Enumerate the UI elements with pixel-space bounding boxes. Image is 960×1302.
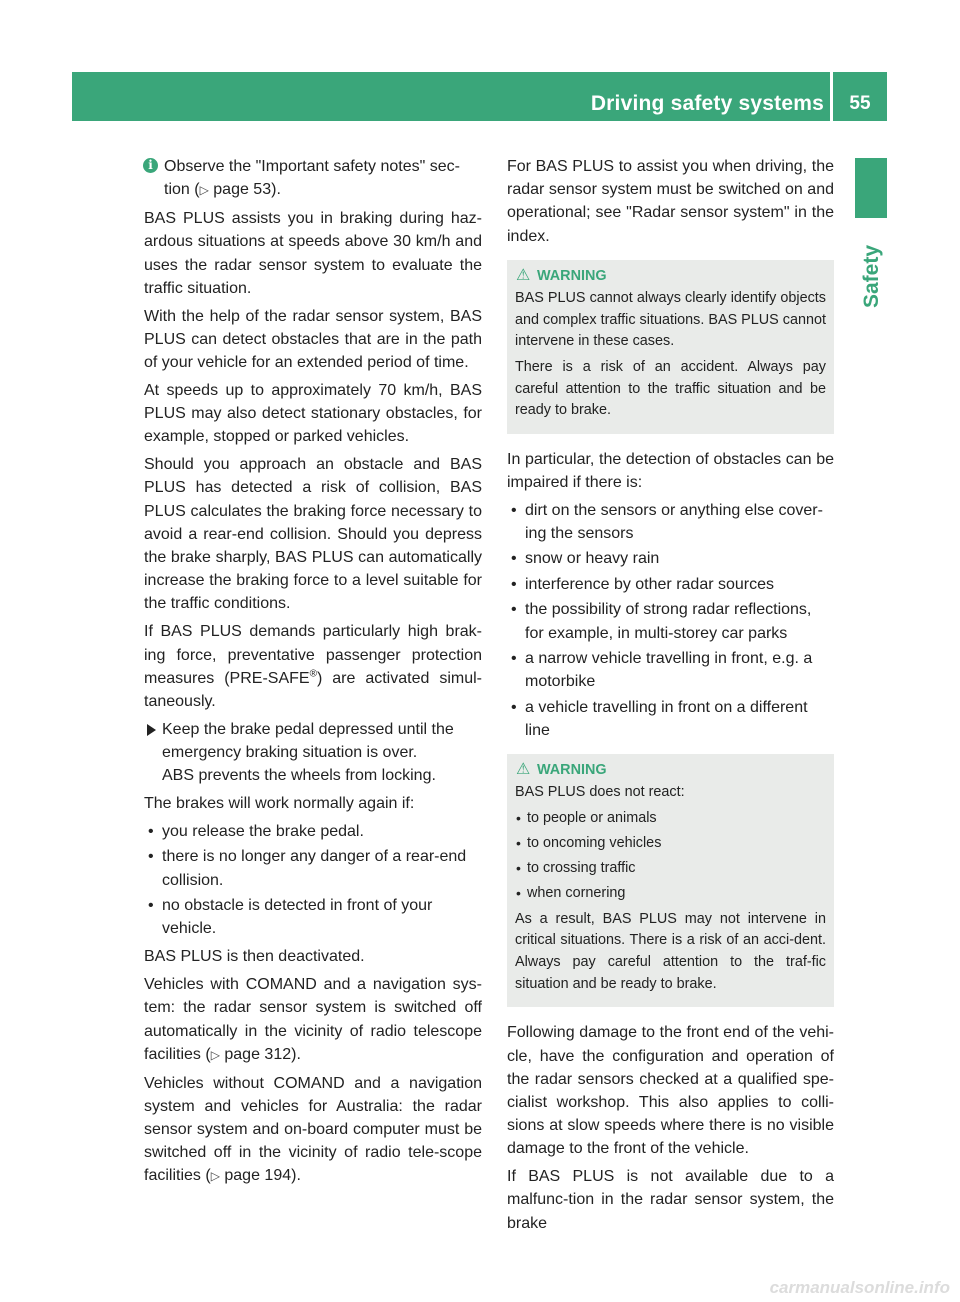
warning-text: As a result, BAS PLUS may not intervene in critical situations. There is a risk of an acci-dent. Always pay careful attention to the traf-fic situation and be ready to brake. bbox=[515, 910, 826, 993]
side-tab-block bbox=[855, 158, 887, 218]
warning-text: There is a risk of an accident. Always pay careful attention to the traffic situation and be ready to brake. bbox=[515, 358, 826, 419]
right-column bbox=[507, 155, 834, 1240]
list-item-text: you release the brake pedal. bbox=[162, 822, 364, 840]
list-item: • a narrow vehicle travelling in front, e.g. a motorbike bbox=[511, 650, 813, 691]
list-item: • the possibility of strong radar reflections, for example, in multi-storey car parks bbox=[511, 601, 812, 642]
page-ref-link[interactable]: page 312 bbox=[224, 1045, 292, 1063]
paragraph-suffix: ). bbox=[291, 1167, 301, 1185]
bullet-list bbox=[507, 499, 834, 743]
paragraph-text: Vehicles with COMAND and a navigation sys-tem: the radar sensor system is switched off automatically in the vicinity of radio telescope facilities ( bbox=[144, 976, 482, 1063]
warning-text: BAS PLUS cannot always clearly identify objects and complex traffic situations. BAS PLUS cannot intervene in these cases. bbox=[515, 289, 826, 350]
warning-text: BAS PLUS does not react: bbox=[515, 784, 685, 801]
warning-box bbox=[507, 260, 834, 434]
info-text: Observe the "Important safety notes" sec-tion ( bbox=[164, 158, 460, 199]
left-column bbox=[144, 155, 482, 1193]
action-result: ABS prevents the wheels from locking. bbox=[162, 767, 436, 785]
triangle-right-icon: ▷ bbox=[199, 183, 209, 198]
warning-list-item: • to oncoming vehicles bbox=[516, 834, 662, 851]
page-number: 55 bbox=[849, 93, 871, 114]
warning-heading-text: WARNING bbox=[537, 267, 607, 284]
paragraph: Following damage to the front end of the vehi-cle, have the configuration and operation of the radar sensors checked at a qualified spe-cialist workshop. This also applies to colli-sions at slow speeds where there is no visible damage to the front of the vehicle. bbox=[507, 1024, 834, 1158]
paragraph: With the help of the radar sensor system, BAS PLUS can detect obstacles that are in the path of your vehicle for an extended period of time. bbox=[144, 307, 482, 371]
list-item-text: to crossing traffic bbox=[527, 860, 636, 877]
paragraph bbox=[144, 1072, 482, 1189]
paragraph bbox=[144, 620, 482, 713]
list-item: • a vehicle travelling in front on a different line bbox=[511, 698, 808, 739]
paragraph-text: Vehicles without COMAND and a navigation system and vehicles for Australia: the radar sensor system and on-board computer must be switched off in the vicinity of radio tele-scope facilities ( bbox=[144, 1074, 482, 1185]
info-icon: i bbox=[143, 158, 158, 173]
section-title: Driving safety systems bbox=[590, 92, 824, 115]
bullet-list bbox=[144, 820, 482, 941]
triangle-right-icon: ▷ bbox=[210, 1047, 220, 1062]
info-note bbox=[144, 155, 482, 202]
warning-list-item: • to people or animals bbox=[516, 809, 657, 826]
list-item-text: interference by other radar sources bbox=[525, 575, 775, 593]
page-ref-link[interactable]: page 53 bbox=[213, 181, 272, 199]
list-item-text: to people or animals bbox=[527, 809, 657, 826]
page-ref-link[interactable]: page 194 bbox=[224, 1167, 292, 1185]
paragraph-suffix: ). bbox=[291, 1045, 301, 1063]
warning-triangle-icon: ⚠ bbox=[516, 761, 531, 779]
list-item-text: there is no longer any danger of a rear-end collision. bbox=[162, 848, 467, 889]
warning-heading bbox=[515, 266, 826, 286]
warning-triangle-icon: ⚠ bbox=[516, 266, 531, 284]
info-suffix: ). bbox=[271, 181, 281, 199]
triangle-right-icon: ▷ bbox=[210, 1169, 220, 1184]
list-item-text: snow or heavy rain bbox=[525, 550, 660, 568]
list-item-text: no obstacle is detected in front of your vehicle. bbox=[162, 897, 433, 938]
warning-heading bbox=[515, 760, 826, 780]
list-item-text: when cornering bbox=[527, 885, 626, 902]
list-item: • no obstacle is detected in front of your vehicle. bbox=[148, 897, 433, 938]
watermark-text: carmanualsonline.info bbox=[769, 1278, 950, 1297]
list-item-text: dirt on the sensors or anything else cover-ing the sensors bbox=[525, 501, 823, 542]
paragraph-text: ) are activated simul-taneously. bbox=[144, 669, 482, 710]
registered-mark: ® bbox=[309, 668, 317, 680]
side-tab-label: Safety bbox=[860, 244, 883, 308]
paragraph: If BAS PLUS is not available due to a malfunc-tion in the radar sensor system, the brake bbox=[507, 1168, 834, 1232]
list-item-text: to oncoming vehicles bbox=[527, 834, 662, 851]
paragraph: In particular, the detection of obstacles can be impaired if there is: bbox=[507, 450, 834, 491]
list-item-text: a narrow vehicle travelling in front, e.g. a motorbike bbox=[525, 650, 813, 691]
list-item: • dirt on the sensors or anything else cover-ing the sensors bbox=[511, 501, 823, 542]
paragraph bbox=[144, 973, 482, 1067]
warning-box bbox=[507, 754, 834, 1007]
list-item-text: the possibility of strong radar reflections, for example, in multi-storey car parks bbox=[525, 601, 812, 642]
warning-heading-text: WARNING bbox=[537, 762, 607, 779]
warning-list-item: • when cornering bbox=[516, 885, 626, 902]
paragraph: For BAS PLUS to assist you when driving, the radar sensor system must be switched on and operational; see "Radar sensor system" in the index. bbox=[507, 158, 834, 245]
action-step bbox=[144, 718, 482, 788]
paragraph: Should you approach an obstacle and BAS PLUS has detected a risk of collision, BAS PLUS calculates the braking force necessary to avoid a rear-end collision. Should you depress the brake sharply, BAS PLUS can automatically increase the braking force to a level suitable for the traffic conditions. bbox=[144, 456, 482, 613]
paragraph: BAS PLUS is then deactivated. bbox=[144, 948, 365, 966]
paragraph: At speeds up to approximately 70 km/h, BAS PLUS may also detect stationary obstacles, for example, stopped or parked vehicles. bbox=[144, 381, 482, 446]
list-item: • snow or heavy rain bbox=[511, 550, 660, 568]
paragraph: The brakes will work normally again if: bbox=[144, 795, 415, 813]
list-item-text: a vehicle travelling in front on a different line bbox=[525, 698, 808, 739]
paragraph-text: If BAS PLUS demands particularly high brak-ing force, preventative passenger protection measures (PRE-SAFE bbox=[144, 623, 482, 687]
action-arrow-icon bbox=[147, 724, 156, 736]
list-item: • you release the brake pedal. bbox=[148, 822, 364, 840]
warning-list-item: • to crossing traffic bbox=[516, 860, 636, 877]
list-item: • interference by other radar sources bbox=[511, 575, 775, 593]
action-text: Keep the brake pedal depressed until the emergency braking situation is over. bbox=[162, 720, 454, 761]
paragraph: BAS PLUS assists you in braking during haz-ardous situations at speeds above 30 km/h and uses the radar sensor system to evaluate the traffic situation. bbox=[144, 210, 482, 297]
list-item: • there is no longer any danger of a rear-end collision. bbox=[148, 848, 467, 889]
